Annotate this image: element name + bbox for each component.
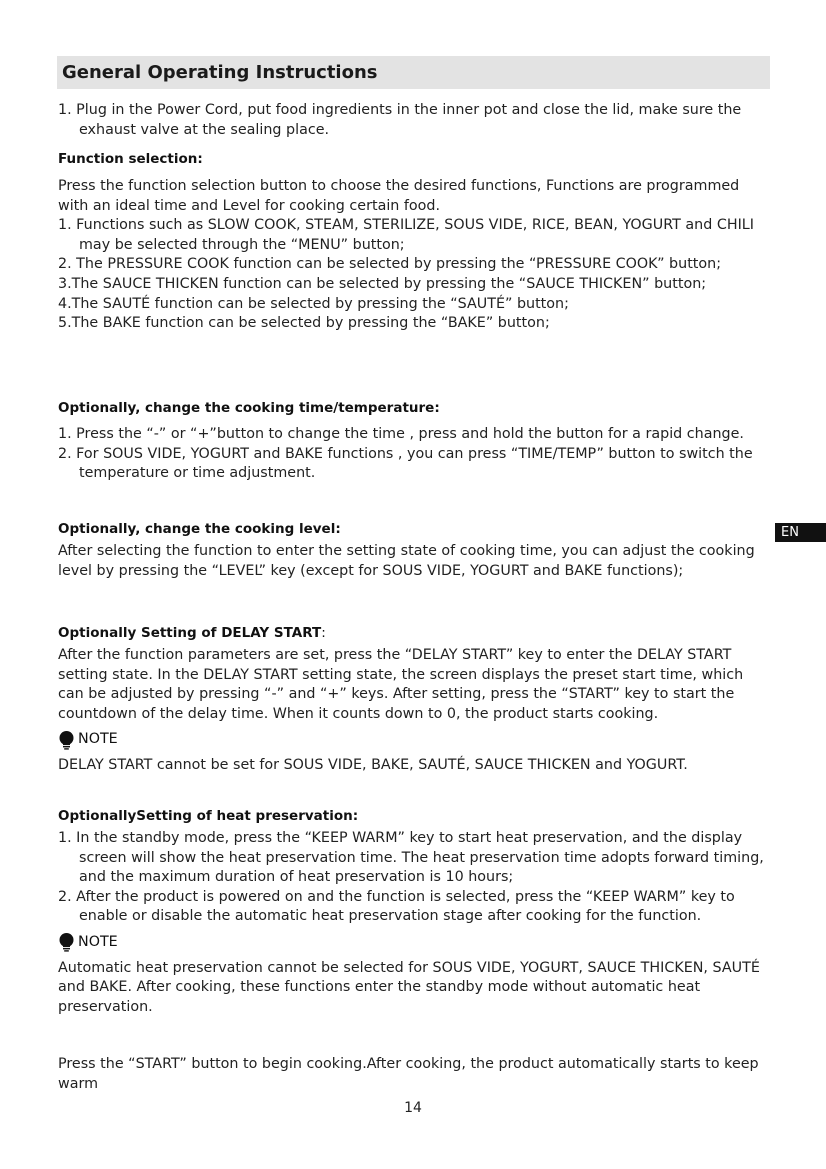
cooking-time-item: 1. Press the “-” or “+”button to change the time , press and hold the button for a rapid change. <box>58 426 744 442</box>
delay-start-heading-text: Optionally Setting of DELAY START <box>58 625 322 641</box>
page-title: General Operating Instructions <box>62 62 378 83</box>
function-item: 5.The BAKE function can be selected by pressing the “BAKE” button; <box>58 315 550 332</box>
heat-preservation-item: 2. After the product is powered on and the function is selected, press the “KEEP WARM” key to enable or disable the automatic heat preservation stage after cooking for the function. <box>58 888 735 925</box>
cooking-time-section <box>58 399 770 484</box>
cooking-level-section <box>58 520 770 581</box>
heat-preservation-heading: OptionallySetting of heat preservation: <box>58 808 359 824</box>
note-text: Automatic heat preservation cannot be selected for SOUS VIDE, YOGURT, SAUCE THICKEN, SAUTÉ and BAKE. After cooking, these functions enter the standby mode without automatic heat preservation. <box>58 959 760 1015</box>
delay-start-paragraph: After the function parameters are set, press the “DELAY START” key to enter the DELAY START setting state. In the DELAY START setting state, the screen displays the preset start time, which can be adjusted by pressing “-” and “+” keys. After setting, press the “START” key to start the countdown of the delay time. When it counts down to 0, the product starts cooking. <box>58 647 744 722</box>
function-item: 1. Functions such as SLOW COOK, STEAM, STERILIZE, SOUS VIDE, RICE, BEAN, YOGURT and CHILI may be selected through the “MENU” button; <box>58 217 754 253</box>
section-header <box>57 56 770 89</box>
function-selection-heading: Function selection: <box>58 151 203 167</box>
function-selection-paragraph: Press the function selection button to choose the desired functions, Functions are programmed with an ideal time and Level for cooking certain food. <box>58 178 740 214</box>
note-heading <box>58 933 770 953</box>
lightbulb-icon <box>58 933 75 952</box>
language-tab: EN <box>775 523 826 542</box>
page-number: 14 <box>404 1100 422 1116</box>
function-item: 2. The PRESSURE COOK function can be selected by pressing the “PRESSURE COOK” button; <box>58 256 722 273</box>
note-label: NOTE <box>78 731 118 748</box>
cooking-level-heading: Optionally, change the cooking level: <box>58 521 341 537</box>
closing-paragraph: Press the “START” button to begin cooking.After cooking, the product automatically starts to keep warm <box>58 1056 759 1092</box>
delay-start-section <box>58 624 770 776</box>
cooking-time-heading: Optionally, change the cooking time/temperature: <box>58 400 440 416</box>
note-label: NOTE <box>78 933 118 950</box>
function-item: 4.The SAUTÉ function can be selected by pressing the “SAUTÉ” button; <box>58 295 569 312</box>
function-selection-section <box>58 150 770 334</box>
heat-preservation-section <box>58 807 770 1017</box>
function-item: 3.The SAUCE THICKEN function can be selected by pressing the “SAUCE THICKEN” button; <box>58 275 707 292</box>
delay-start-heading <box>58 624 770 642</box>
cooking-level-paragraph: After selecting the function to enter the setting state of cooking time, you can adjust the cooking level by pressing the “LEVEL” key (except for SOUS VIDE, YOGURT and BAKE functions); <box>58 543 755 579</box>
note-heading <box>58 730 770 750</box>
heat-preservation-item: 1. In the standby mode, press the “KEEP WARM” key to start heat preservation, and the display screen will show the heat preservation time. The heat preservation time adopts forward timing, and the maximum duration of heat preservation is 10 hours; <box>58 830 764 886</box>
intro-section <box>58 101 770 140</box>
note-text: DELAY START cannot be set for SOUS VIDE, BAKE, SAUTÉ, SAUCE THICKEN and YOGURT. <box>58 756 688 773</box>
intro-step: 1. Plug in the Power Cord, put food ingredients in the inner pot and close the lid, make sure the exhaust valve at the sealing place. <box>58 102 742 138</box>
cooking-time-item: 2. For SOUS VIDE, YOGURT and BAKE functions , you can press “TIME/TEMP” button to switch the temperature or time adjustment. <box>58 445 753 482</box>
delay-start-heading-colon: : <box>321 625 326 641</box>
closing-section <box>58 1055 770 1094</box>
lightbulb-icon <box>58 731 75 750</box>
